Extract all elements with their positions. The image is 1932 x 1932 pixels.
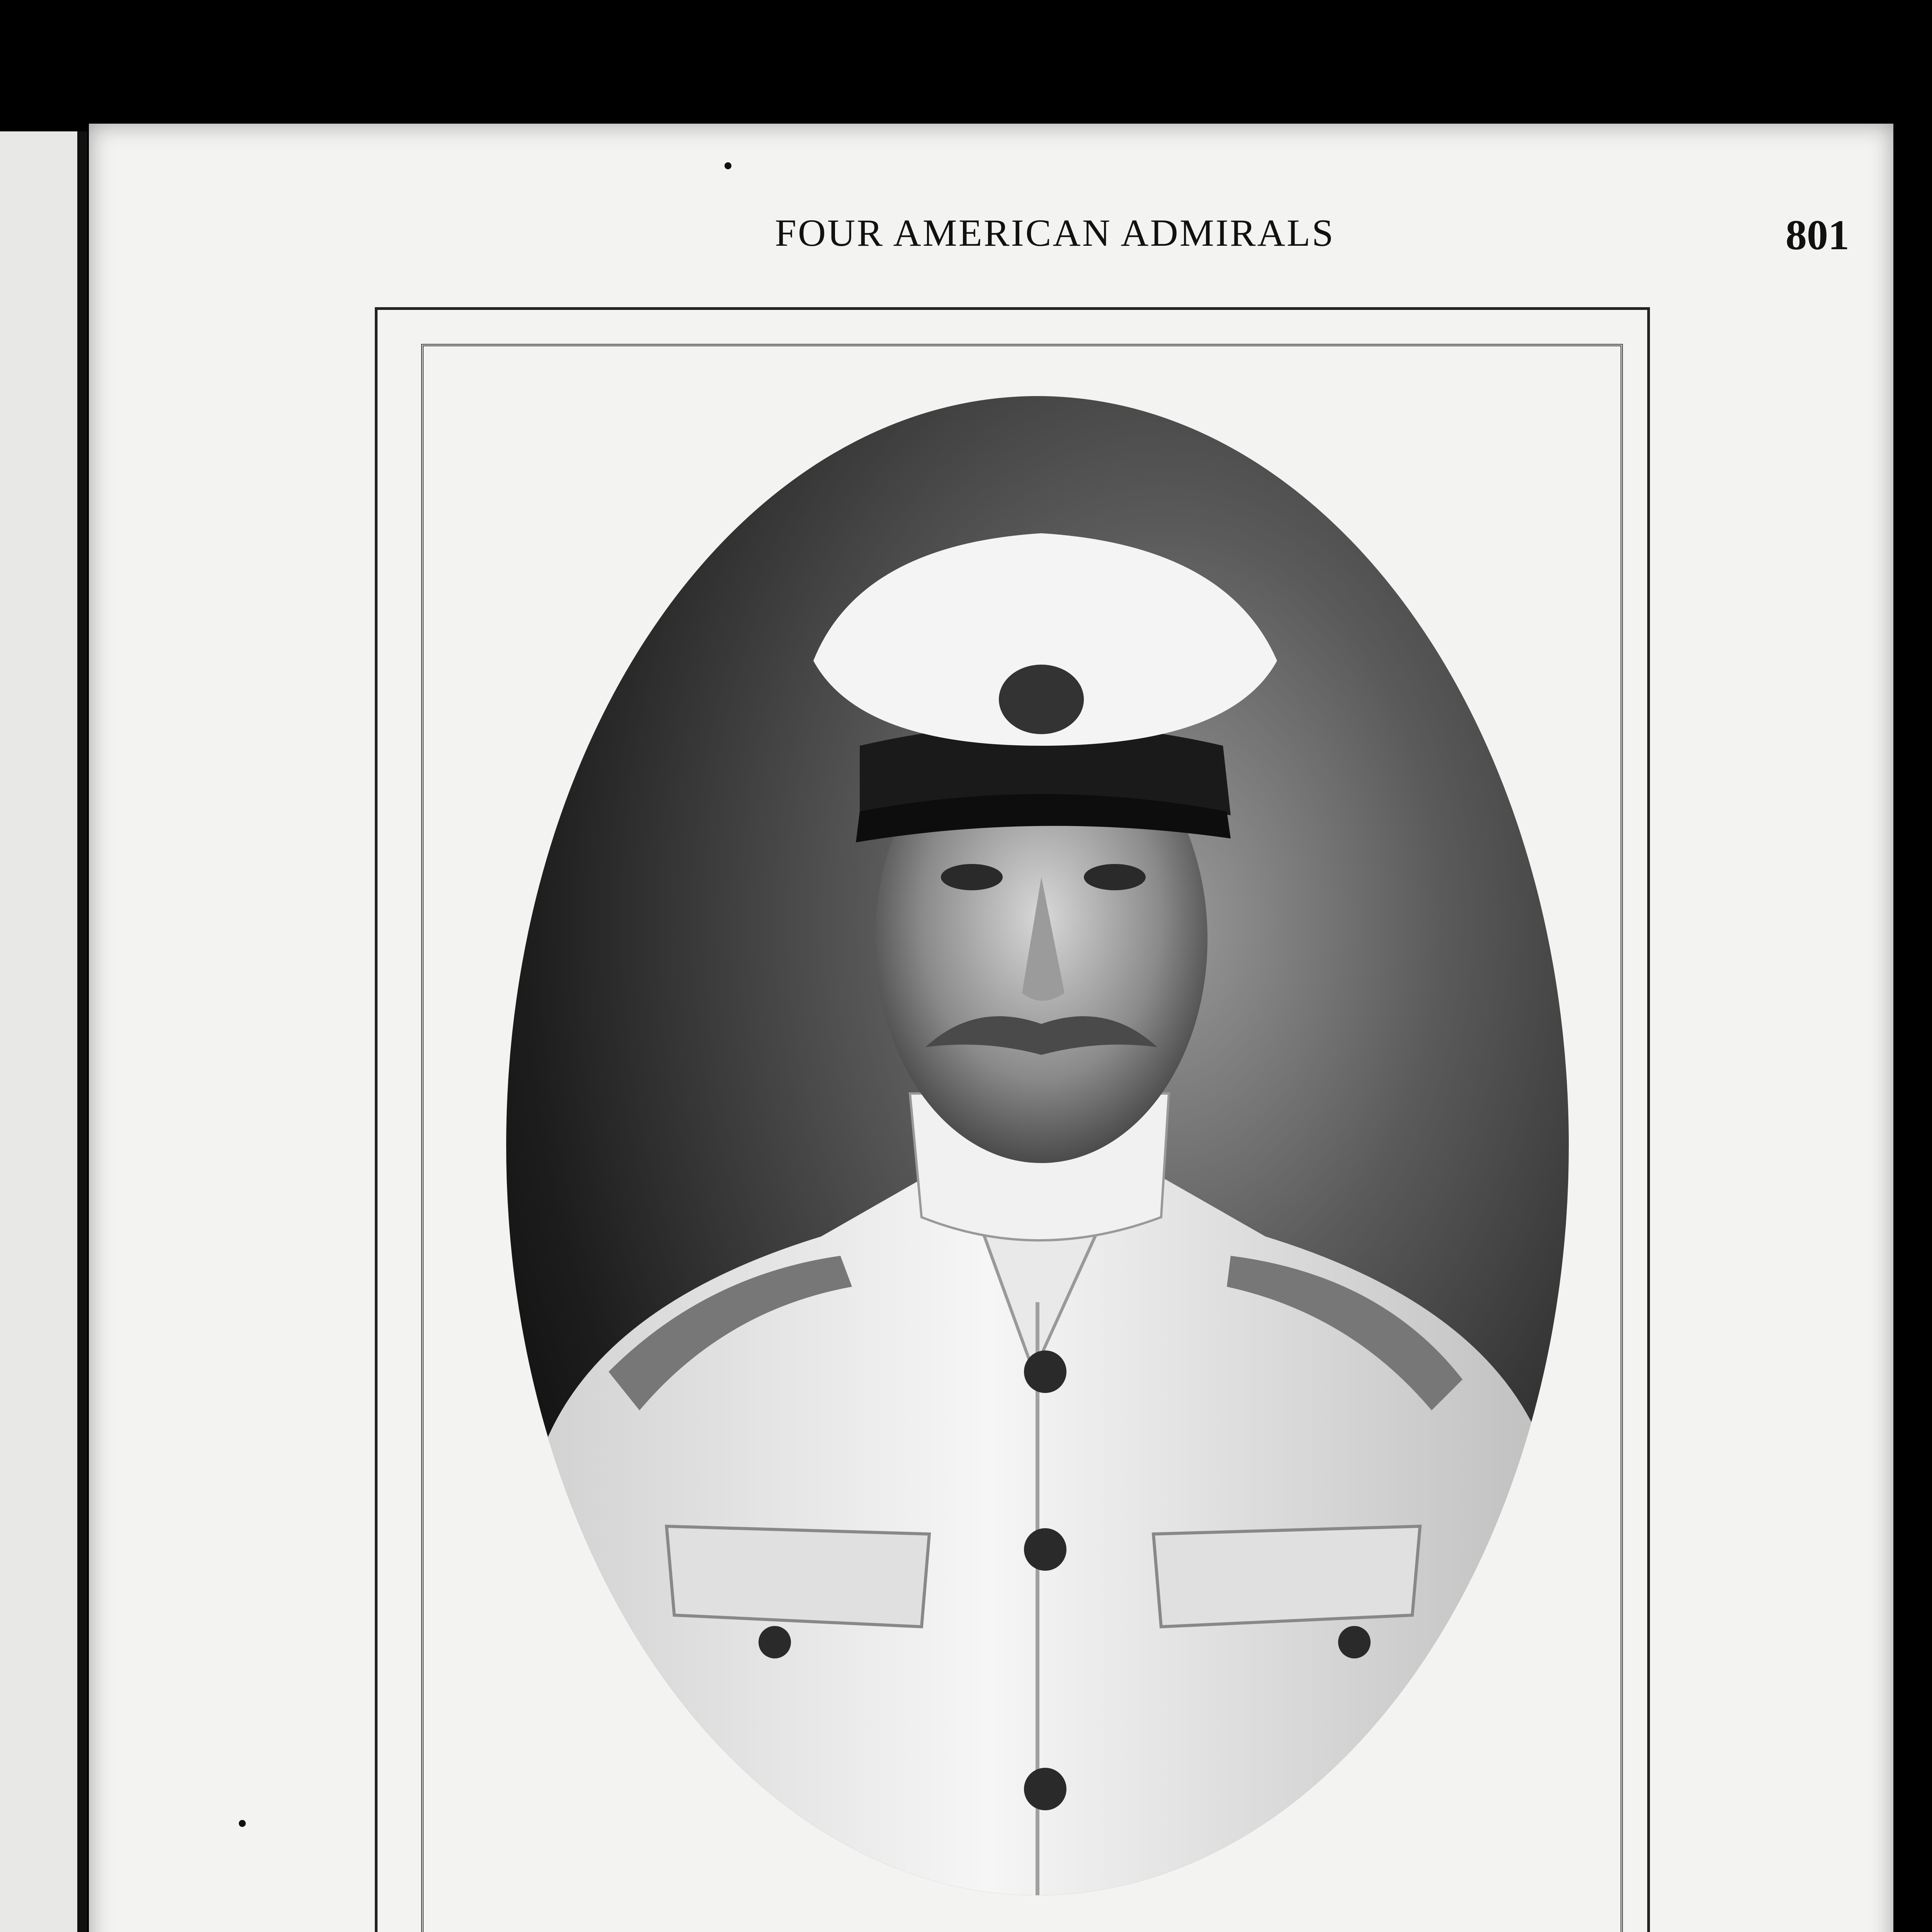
- previous-page-edge: [0, 131, 77, 1932]
- admiral-portrait-photo: [473, 367, 1602, 1924]
- print-speck: [724, 162, 731, 169]
- binding-shadow: [77, 131, 87, 1932]
- running-title: FOUR AMERICAN ADMIRALS: [775, 211, 1335, 254]
- print-speck: [239, 1820, 246, 1827]
- page-number: 801: [1786, 211, 1849, 259]
